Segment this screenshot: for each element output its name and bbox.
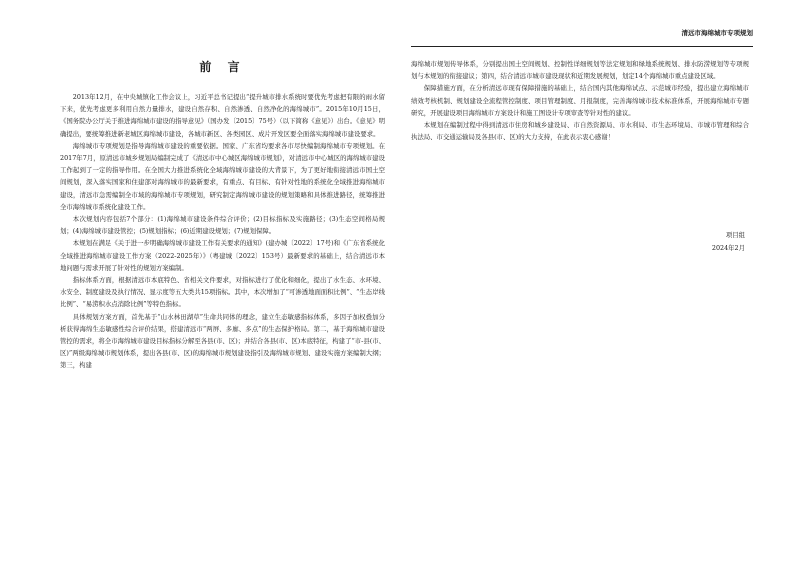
signature-block	[411, 229, 749, 255]
paragraph: 海绵城市专项规划是指导海绵城市建设的重要依据。国家、广东省均要求各市尽快编制海绵城市专项规划。在2017年7月，原清远市城乡规划局编制完成了《清远市中心城区海绵城市规划》，对清远市中心城区的海绵城市建设工作起到了一定的指导作用。在全国大力推进系统化全域海绵城市建设的大背景下，为了更好地衔接清远市国土空间规划，深入落实国家和住建部对海绵城市的最新要求，有重点、有目标、有针对性地的系统化全域推进海绵城市建设，清远市急需编制全市域的海绵城市专项规划，研究制定海绵城市建设的规划策略和具体推进路径，统筹推进全市海绵城市系统化建设工作。	[60, 141, 385, 211]
page-header	[411, 20, 753, 47]
paragraph: 本规划在编制过程中得到清远市住房和城乡建设局、市自然资源局、市水利局、市生态环境局、市城市管理和综合执法局、市交通运输局及各县(市、区)的大力支持，在此表示衷心感谢！	[411, 121, 749, 142]
signature-org: 项目组	[725, 231, 745, 240]
paragraph: 具体规划方案方面，首先基于“山水林田湖草”生命共同体的理念，建立生态敏感指标体系，多因子加权叠加分析获得海绵生态敏感性综合评价结果，搭建清远市“两屏、多廊、多点”的生态保护格局。第二，基于海绵城市建设管控的需求，将全市海绵城市建设目标指标分解至各县(市、区)；并结合各县(市、区)本底特征，构建了“市-县(市、区)”两级海绵城市规划体系，提出各县(市、区)的海绵城市规划建设指引及海绵城市规划、建设实施方案编制大纲；第三，构建	[60, 312, 385, 370]
paragraph: 保障措施方面，在分析清远市现有保障措施的基础上，结合国内其他海绵试点、示范城市经验，提出建立海绵城市绩效考核机制、规划建设全流程管控制度、项目管理制度、月报制度，完善海绵城市技术标准体系，开展海绵城市专题研究，开展建设项目海绵城市方案设计和施工图设计专项审查等针对性的建议。	[411, 84, 749, 117]
signature-date: 2024年2月	[711, 244, 745, 253]
paragraph: 2013年12月，在中央城镇化工作会议上，习近平总书记提出“提升城市排水系统时要优先考虑把有限的雨水留下来，优先考虑更多利用自然力量排水，建设自然存积、自然渗透、自然净化的海绵城市”。2015年10月15日，《国务院办公厅关于推进海绵城市建设的指导意见》（国办发〔2015〕75号）（以下简称《意见》）出台。《意见》明确提出，要统筹推进新老城区海绵城市建设，各城市新区、各类园区、成片开发区要全面落实海绵城市建设要求。	[60, 93, 385, 138]
paragraph: 指标体系方面，根据清远市本底特色、省相关文件要求，对指标进行了优化和细化，提出了水生态、水环境、水安全、制度建设及执行情况、显示度等五大类共15项指标。其中，本次增加了“可渗透地面面积比例”、“生态岸线比例”、“易涝积水点消除比例”等特色指标。	[60, 276, 385, 309]
paragraph: 本次规划内容包括7个部分：(1)海绵城市建设条件综合评价；(2)目标指标及实施路径；(3)生态空间格局规划；(4)海绵城市建设管控；(5)规划指标；(6)近期建设规划；(7)规划保障。	[60, 215, 385, 236]
page-title: 前 言	[199, 60, 246, 74]
header-title: 清远市海绵城市专项规划	[681, 29, 753, 37]
right-column	[411, 58, 749, 255]
paragraph: 海绵城市规划传导体系，分别提出国土空间规划、控制性详细规划等法定规划和绿地系统规划、排水防涝规划等专项规划与本规划的衔接建议；第四，结合清远市城市建设现状和近期发展规划，划定14个海绵城市重点建设区域。	[411, 60, 749, 81]
paragraph: 本规划在满足《关于进一步明确海绵城市建设工作有关要求的通知》(建办城〔2022〕17号)和《广东省系统化全域推进海绵城市建设工作方案（2022-2025年）》（粤建城〔2022〕153号）最新要求的基础上，结合清远市本地问题与需求开展了针对性的规划方案编制。	[60, 239, 385, 272]
left-column	[60, 56, 385, 372]
